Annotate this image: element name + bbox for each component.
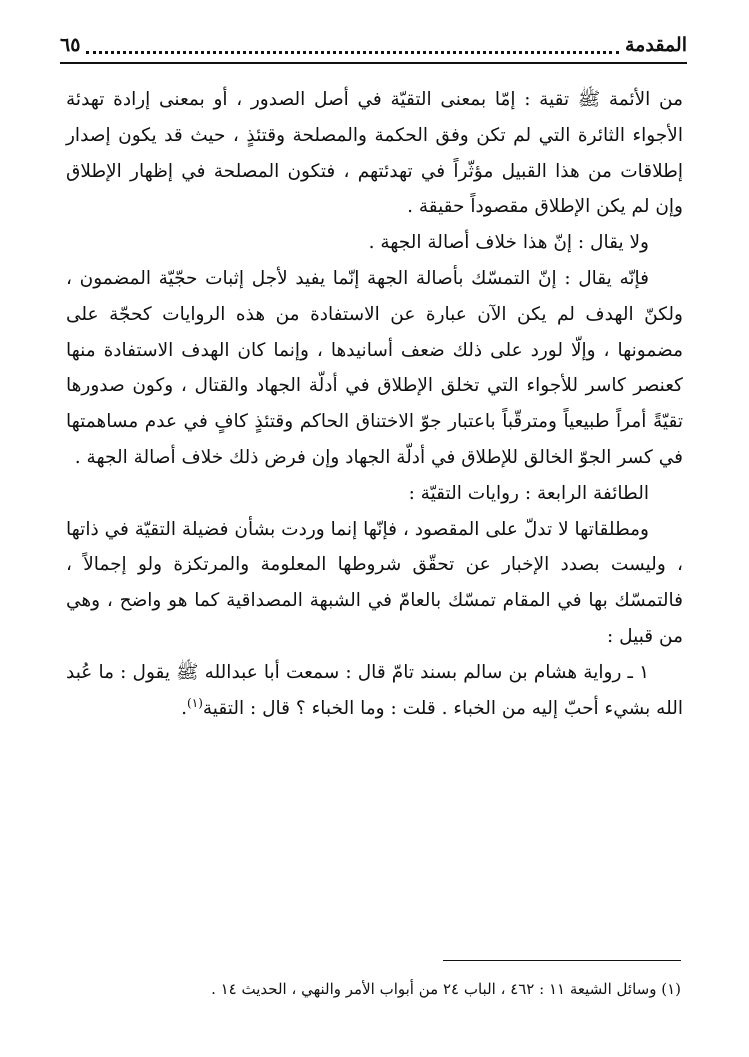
paragraph-general-narrations: ومطلقاتها لا تدلّ على المقصود ، فإنّها إنما وردت بشأن فضيلة التقيّة في ذاتها ، وليست بصدد الإخبار عن تحقّق شروطها المعلومة والمرتكزة ولو إجمالاً ، فالتمسّك بها في المقام تمسّك بالعامّ في الشبهة المصداقية كما هو واضح ، وهي من قبيل : [66, 518, 683, 647]
header-rule [60, 62, 687, 64]
header-dot-leader [86, 37, 619, 54]
narration-text: ١ ـ رواية هشام بن سالم بسند تامّ قال : سمعت أبا عبدالله ﷺ يقول : ما عُبد الله بشيء أحبّ إليه من الخباء . قلت : وما الخباء ؟ قال : التقية [66, 661, 683, 719]
footnote-separator [443, 960, 681, 961]
final-period: . [181, 697, 188, 719]
footnote-marker[interactable]: (١) [187, 695, 203, 710]
page-header [60, 30, 687, 60]
paragraph-objection: ولا يقال : إنّ هذا خلاف أصالة الجهة . [368, 232, 649, 254]
footnote: (١) وسائل الشيعة ١١ : ٤٦٢ ، الباب ٢٤ من أبواب الأمر والنهي ، الحديث ١٤ . [211, 980, 681, 998]
page-number: ٦٥ [60, 34, 81, 56]
paragraph-taqiyya-explanation: من الأئمة ﷺ تقية : إمّا بمعنى التقيّة في أصل الصدور ، أو بمعنى إرادة تهدئة الأجواء الثائرة التي لم تكن وفق الحكمة والمصلحة وقتئذٍ ، حيث قد يكون إصدار إطلاقات من هذا القبيل مؤثّراً في تهدئتهم ، فتكون المصلحة في إظهار الإطلاق وإن لم يكن الإطلاق مقصوداً حقيقة . [66, 89, 683, 218]
chapter-title: المقدمة [624, 34, 687, 56]
paragraph-response: فإنّه يقال : إنّ التمسّك بأصالة الجهة إنّما يفيد لأجل إثبات حجّيّة المضمون ، ولكنّ الهدف لم يكن الآن عبارة عن الاستفادة من هذه الروايات كحجّة على مضمونها ، وإلّا لورد على ذلك ضعف أسانيدها ، وإنما كان الهدف الاستفادة منها كعنصر كاسر للأجواء التي تخلق الإطلاق في أدلّة الجهاد والقتال ، وكون صدورها تقيّةً أمراً طبيعياً ومترقّباً باعتبار جوّ الاختناق الحاكم وقتئذٍ كافٍ في عدم مساهمتها في كسر الجوّ الخالق للإطلاق في أدلّة الجهاد وإن فرض ذلك خلاف أصالة الجهة . [66, 267, 683, 468]
main-text [66, 82, 683, 726]
paragraph-narration-hisham [66, 655, 683, 727]
section-heading-fourth-group: الطائفة الرابعة : روايات التقيّة : [408, 482, 649, 504]
